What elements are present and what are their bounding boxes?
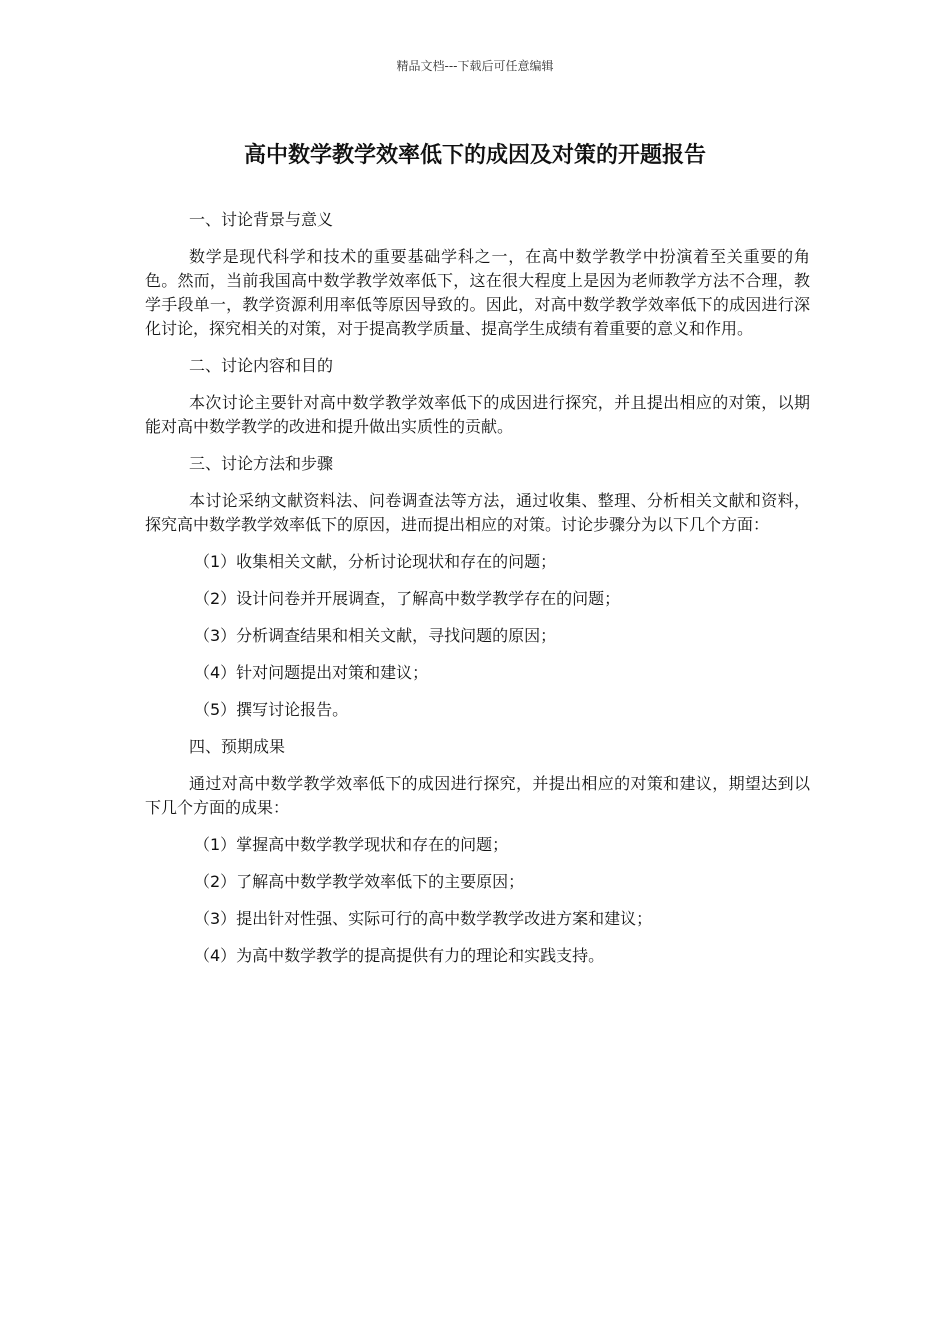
list-item: （2）了解高中数学教学效率低下的主要原因； (194, 872, 525, 891)
list-item: （4）为高中数学教学的提高提供有力的理论和实践支持。 (194, 946, 605, 965)
list-item: （3）提出针对性强、实际可行的高中数学教学改进方案和建议； (194, 909, 653, 928)
section-paragraph: 数学是现代科学和技术的重要基础学科之一，在高中数学教学中扮演着至关重要的角色。然而，当前我国高中数学教学效率低下，这在很大程度上是因为老师教学方法不合理，教学手段单一，教学资源利用率低等原因导致的。因此，对高中数学教学效率低下的成因进行深化讨论，探究相关的对策，对于提高教学质量、提高学生成绩有着重要的意义和作用。 (145, 247, 810, 338)
list-item: （1）收集相关文献，分析讨论现状和存在的问题； (194, 552, 557, 571)
section-heading: 三、讨论方法和步骤 (189, 454, 334, 473)
section-paragraph: 通过对高中数学教学效率低下的成因进行探究，并提出相应的对策和建议，期望达到以下几个方面的成果： (145, 774, 810, 817)
list-item: （3）分析调查结果和相关文献，寻找问题的原因； (194, 626, 557, 645)
section-heading: 二、讨论内容和目的 (189, 356, 334, 375)
document-body (145, 208, 810, 981)
section-heading: 四、预期成果 (189, 737, 286, 756)
section-paragraph: 本次讨论主要针对高中数学教学效率低下的成因进行探究，并且提出相应的对策，以期能对高中数学教学的改进和提升做出实质性的贡献。 (145, 393, 810, 436)
document-title: 高中数学教学效率低下的成因及对策的开题报告 (243, 143, 706, 168)
header-note: 精品文档---下载后可任意编辑 (396, 59, 554, 73)
section-paragraph: 本讨论采纳文献资料法、问卷调查法等方法，通过收集、整理、分析相关文献和资料，探究高中数学教学效率低下的原因，进而提出相应的对策。讨论步骤分为以下几个方面： (145, 491, 810, 534)
list-item: （2）设计问卷并开展调查，了解高中数学教学存在的问题； (194, 589, 621, 608)
section-heading: 一、讨论背景与意义 (189, 210, 334, 229)
list-item: （4）针对问题提出对策和建议； (194, 663, 429, 682)
list-item: （5）撰写讨论报告。 (194, 700, 349, 719)
list-item: （1）掌握高中数学教学现状和存在的问题； (194, 835, 509, 854)
